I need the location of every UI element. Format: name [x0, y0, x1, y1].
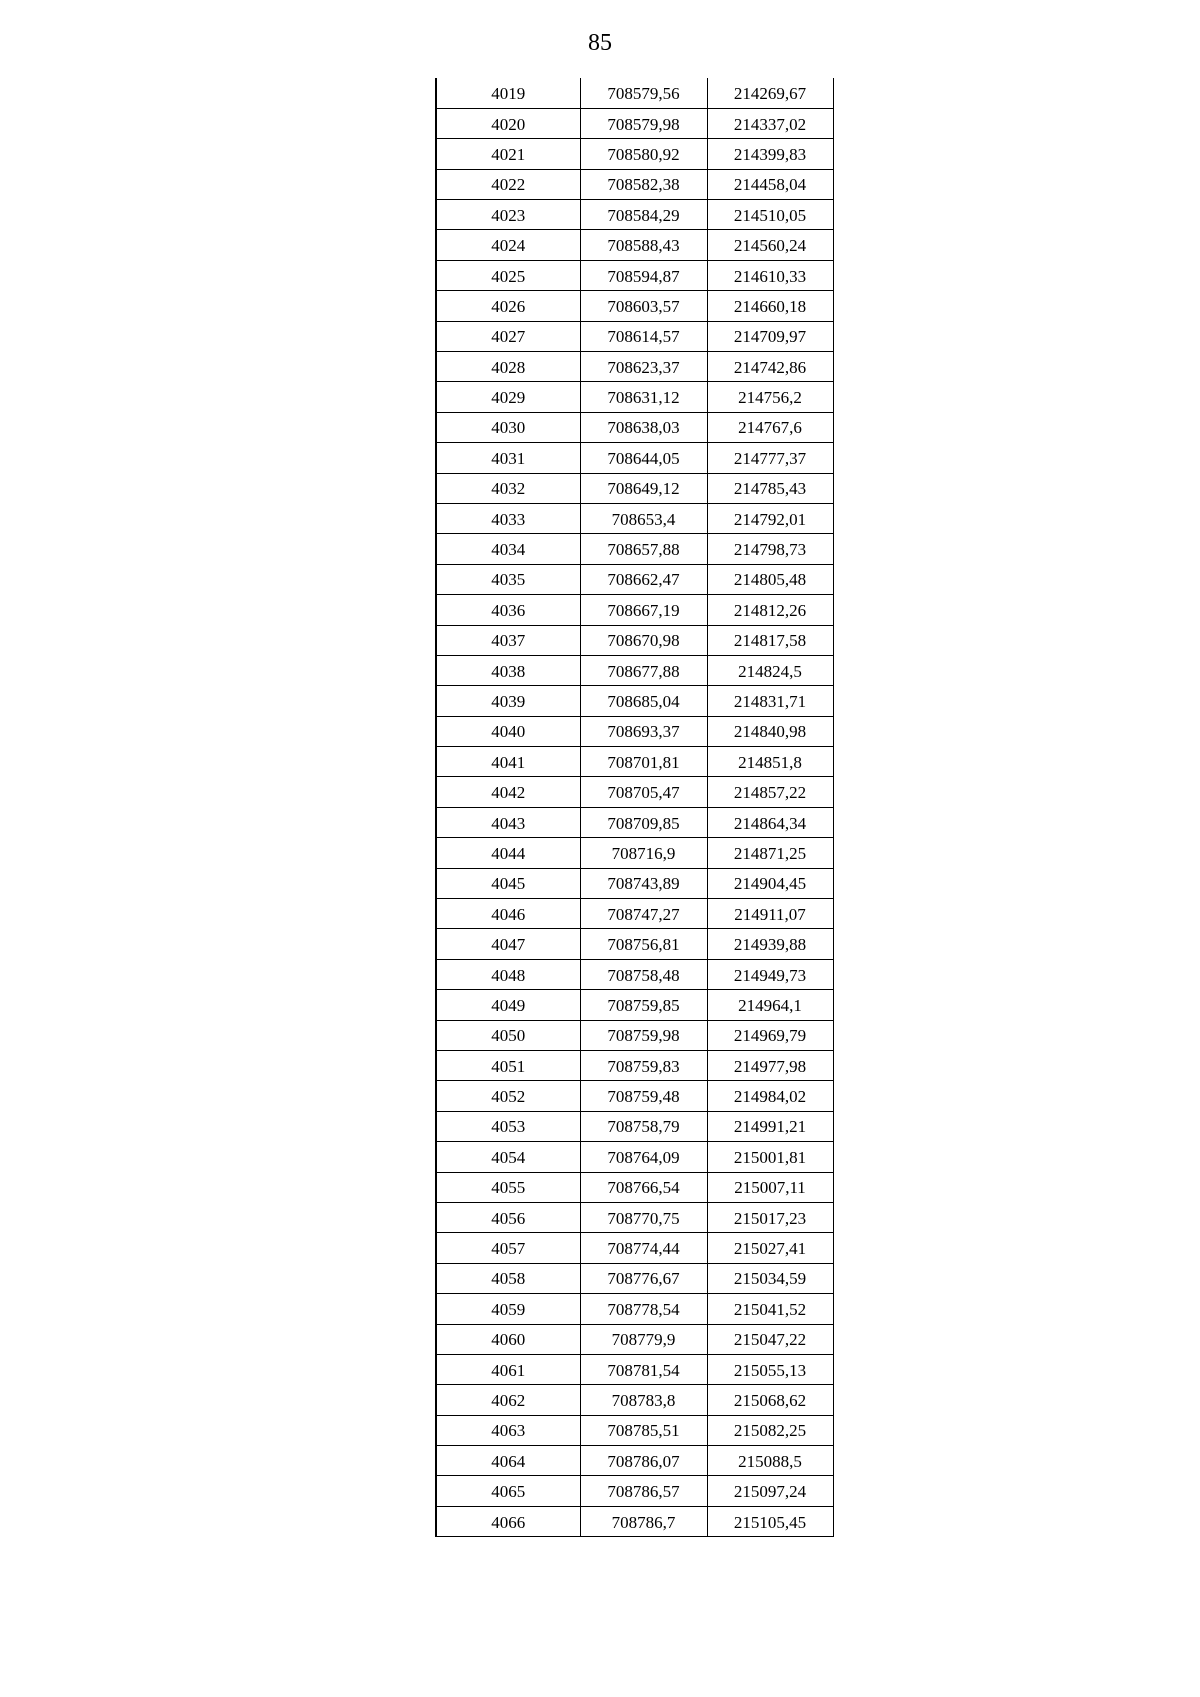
y-coordinate-cell: 214458,04 — [707, 169, 833, 199]
y-coordinate-cell: 214742,86 — [707, 352, 833, 382]
table-row — [436, 473, 833, 503]
y-coordinate-cell: 214969,79 — [707, 1020, 833, 1050]
x-coordinate-cell: 708786,7 — [580, 1506, 707, 1536]
table-row — [436, 1081, 833, 1111]
y-coordinate-cell: 214817,58 — [707, 625, 833, 655]
point-number-cell: 4055 — [436, 1172, 580, 1202]
point-number-cell: 4020 — [436, 108, 580, 138]
y-coordinate-cell: 214660,18 — [707, 291, 833, 321]
point-number-cell: 4056 — [436, 1202, 580, 1232]
point-number-cell: 4043 — [436, 807, 580, 837]
table-row — [436, 959, 833, 989]
x-coordinate-cell: 708759,98 — [580, 1020, 707, 1050]
table-row — [436, 1476, 833, 1506]
y-coordinate-cell: 214857,22 — [707, 777, 833, 807]
x-coordinate-cell: 708662,47 — [580, 564, 707, 594]
point-number-cell: 4038 — [436, 655, 580, 685]
table-row — [436, 78, 833, 108]
y-coordinate-cell: 214798,73 — [707, 534, 833, 564]
x-coordinate-cell: 708770,75 — [580, 1202, 707, 1232]
point-number-cell: 4054 — [436, 1142, 580, 1172]
x-coordinate-cell: 708758,48 — [580, 959, 707, 989]
table-row — [436, 230, 833, 260]
y-coordinate-cell: 214824,5 — [707, 655, 833, 685]
y-coordinate-cell: 214777,37 — [707, 443, 833, 473]
x-coordinate-cell: 708743,89 — [580, 868, 707, 898]
table-row — [436, 1506, 833, 1536]
y-coordinate-cell: 214560,24 — [707, 230, 833, 260]
point-number-cell: 4035 — [436, 564, 580, 594]
table-row — [436, 169, 833, 199]
x-coordinate-cell: 708759,85 — [580, 990, 707, 1020]
table-row — [436, 108, 833, 138]
x-coordinate-cell: 708638,03 — [580, 412, 707, 442]
x-coordinate-cell: 708588,43 — [580, 230, 707, 260]
x-coordinate-cell: 708701,81 — [580, 747, 707, 777]
coordinates-table-body — [436, 78, 833, 1537]
x-coordinate-cell: 708756,81 — [580, 929, 707, 959]
table-row — [436, 716, 833, 746]
table-row — [436, 1202, 833, 1232]
y-coordinate-cell: 215097,24 — [707, 1476, 833, 1506]
y-coordinate-cell: 214610,33 — [707, 260, 833, 290]
y-coordinate-cell: 214991,21 — [707, 1111, 833, 1141]
x-coordinate-cell: 708594,87 — [580, 260, 707, 290]
table-row — [436, 595, 833, 625]
table-row — [436, 321, 833, 351]
x-coordinate-cell: 708776,67 — [580, 1263, 707, 1293]
x-coordinate-cell: 708580,92 — [580, 139, 707, 169]
x-coordinate-cell: 708705,47 — [580, 777, 707, 807]
y-coordinate-cell: 215007,11 — [707, 1172, 833, 1202]
x-coordinate-cell: 708783,8 — [580, 1385, 707, 1415]
point-number-cell: 4042 — [436, 777, 580, 807]
point-number-cell: 4062 — [436, 1385, 580, 1415]
point-number-cell: 4036 — [436, 595, 580, 625]
y-coordinate-cell: 215001,81 — [707, 1142, 833, 1172]
point-number-cell: 4030 — [436, 412, 580, 442]
table-row — [436, 990, 833, 1020]
y-coordinate-cell: 214851,8 — [707, 747, 833, 777]
point-number-cell: 4045 — [436, 868, 580, 898]
y-coordinate-cell: 214767,6 — [707, 412, 833, 442]
table-row — [436, 899, 833, 929]
coordinates-table — [435, 78, 834, 1537]
y-coordinate-cell: 214805,48 — [707, 564, 833, 594]
point-number-cell: 4023 — [436, 200, 580, 230]
y-coordinate-cell: 214709,97 — [707, 321, 833, 351]
table-row — [436, 291, 833, 321]
table-row — [436, 1051, 833, 1081]
point-number-cell: 4053 — [436, 1111, 580, 1141]
table-row — [436, 686, 833, 716]
point-number-cell: 4058 — [436, 1263, 580, 1293]
point-number-cell: 4033 — [436, 503, 580, 533]
table-row — [436, 534, 833, 564]
table-row — [436, 1142, 833, 1172]
table-row — [436, 260, 833, 290]
x-coordinate-cell: 708644,05 — [580, 443, 707, 473]
x-coordinate-cell: 708631,12 — [580, 382, 707, 412]
point-number-cell: 4021 — [436, 139, 580, 169]
x-coordinate-cell: 708657,88 — [580, 534, 707, 564]
y-coordinate-cell: 215088,5 — [707, 1446, 833, 1476]
x-coordinate-cell: 708603,57 — [580, 291, 707, 321]
point-number-cell: 4019 — [436, 78, 580, 108]
point-number-cell: 4041 — [436, 747, 580, 777]
point-number-cell: 4046 — [436, 899, 580, 929]
x-coordinate-cell: 708709,85 — [580, 807, 707, 837]
point-number-cell: 4026 — [436, 291, 580, 321]
x-coordinate-cell: 708759,48 — [580, 1081, 707, 1111]
point-number-cell: 4065 — [436, 1476, 580, 1506]
table-row — [436, 655, 833, 685]
table-row — [436, 777, 833, 807]
x-coordinate-cell: 708781,54 — [580, 1354, 707, 1384]
y-coordinate-cell: 215055,13 — [707, 1354, 833, 1384]
y-coordinate-cell: 214792,01 — [707, 503, 833, 533]
point-number-cell: 4048 — [436, 959, 580, 989]
x-coordinate-cell: 708584,29 — [580, 200, 707, 230]
table-row — [436, 1263, 833, 1293]
point-number-cell: 4027 — [436, 321, 580, 351]
y-coordinate-cell: 215082,25 — [707, 1415, 833, 1445]
point-number-cell: 4044 — [436, 838, 580, 868]
point-number-cell: 4037 — [436, 625, 580, 655]
table-row — [436, 1294, 833, 1324]
y-coordinate-cell: 215017,23 — [707, 1202, 833, 1232]
table-row — [436, 625, 833, 655]
x-coordinate-cell: 708614,57 — [580, 321, 707, 351]
y-coordinate-cell: 214984,02 — [707, 1081, 833, 1111]
table-row — [436, 1354, 833, 1384]
table-row — [436, 1111, 833, 1141]
y-coordinate-cell: 214977,98 — [707, 1051, 833, 1081]
point-number-cell: 4031 — [436, 443, 580, 473]
table-row — [436, 443, 833, 473]
point-number-cell: 4061 — [436, 1354, 580, 1384]
x-coordinate-cell: 708759,83 — [580, 1051, 707, 1081]
table-row — [436, 929, 833, 959]
y-coordinate-cell: 215027,41 — [707, 1233, 833, 1263]
point-number-cell: 4066 — [436, 1506, 580, 1536]
table-row — [436, 382, 833, 412]
point-number-cell: 4050 — [436, 1020, 580, 1050]
point-number-cell: 4028 — [436, 352, 580, 382]
table-row — [436, 1385, 833, 1415]
y-coordinate-cell: 214840,98 — [707, 716, 833, 746]
y-coordinate-cell: 215034,59 — [707, 1263, 833, 1293]
y-coordinate-cell: 215105,45 — [707, 1506, 833, 1536]
y-coordinate-cell: 214939,88 — [707, 929, 833, 959]
x-coordinate-cell: 708579,98 — [580, 108, 707, 138]
table-row — [436, 564, 833, 594]
x-coordinate-cell: 708774,44 — [580, 1233, 707, 1263]
y-coordinate-cell: 214812,26 — [707, 595, 833, 625]
table-row — [436, 352, 833, 382]
y-coordinate-cell: 215047,22 — [707, 1324, 833, 1354]
y-coordinate-cell: 214904,45 — [707, 868, 833, 898]
table-row — [436, 747, 833, 777]
table-row — [436, 1020, 833, 1050]
y-coordinate-cell: 214964,1 — [707, 990, 833, 1020]
table-row — [436, 139, 833, 169]
table-row — [436, 503, 833, 533]
x-coordinate-cell: 708716,9 — [580, 838, 707, 868]
x-coordinate-cell: 708693,37 — [580, 716, 707, 746]
point-number-cell: 4059 — [436, 1294, 580, 1324]
x-coordinate-cell: 708766,54 — [580, 1172, 707, 1202]
y-coordinate-cell: 214756,2 — [707, 382, 833, 412]
x-coordinate-cell: 708685,04 — [580, 686, 707, 716]
y-coordinate-cell: 214269,67 — [707, 78, 833, 108]
point-number-cell: 4022 — [436, 169, 580, 199]
x-coordinate-cell: 708653,4 — [580, 503, 707, 533]
point-number-cell: 4057 — [436, 1233, 580, 1263]
table-row — [436, 868, 833, 898]
x-coordinate-cell: 708649,12 — [580, 473, 707, 503]
table-row — [436, 412, 833, 442]
point-number-cell: 4047 — [436, 929, 580, 959]
point-number-cell: 4052 — [436, 1081, 580, 1111]
y-coordinate-cell: 214337,02 — [707, 108, 833, 138]
y-coordinate-cell: 214785,43 — [707, 473, 833, 503]
point-number-cell: 4032 — [436, 473, 580, 503]
y-coordinate-cell: 214831,71 — [707, 686, 833, 716]
point-number-cell: 4025 — [436, 260, 580, 290]
point-number-cell: 4040 — [436, 716, 580, 746]
y-coordinate-cell: 215068,62 — [707, 1385, 833, 1415]
point-number-cell: 4049 — [436, 990, 580, 1020]
x-coordinate-cell: 708623,37 — [580, 352, 707, 382]
point-number-cell: 4051 — [436, 1051, 580, 1081]
x-coordinate-cell: 708667,19 — [580, 595, 707, 625]
table-row — [436, 1233, 833, 1263]
point-number-cell: 4024 — [436, 230, 580, 260]
point-number-cell: 4060 — [436, 1324, 580, 1354]
y-coordinate-cell: 214911,07 — [707, 899, 833, 929]
x-coordinate-cell: 708764,09 — [580, 1142, 707, 1172]
x-coordinate-cell: 708579,56 — [580, 78, 707, 108]
x-coordinate-cell: 708747,27 — [580, 899, 707, 929]
point-number-cell: 4064 — [436, 1446, 580, 1476]
x-coordinate-cell: 708786,57 — [580, 1476, 707, 1506]
x-coordinate-cell: 708677,88 — [580, 655, 707, 685]
y-coordinate-cell: 214864,34 — [707, 807, 833, 837]
y-coordinate-cell: 214871,25 — [707, 838, 833, 868]
x-coordinate-cell: 708670,98 — [580, 625, 707, 655]
x-coordinate-cell: 708778,54 — [580, 1294, 707, 1324]
table-row — [436, 200, 833, 230]
x-coordinate-cell: 708785,51 — [580, 1415, 707, 1445]
point-number-cell: 4063 — [436, 1415, 580, 1445]
point-number-cell: 4039 — [436, 686, 580, 716]
point-number-cell: 4029 — [436, 382, 580, 412]
x-coordinate-cell: 708582,38 — [580, 169, 707, 199]
point-number-cell: 4034 — [436, 534, 580, 564]
x-coordinate-cell: 708779,9 — [580, 1324, 707, 1354]
table-row — [436, 1446, 833, 1476]
table-row — [436, 1172, 833, 1202]
y-coordinate-cell: 214949,73 — [707, 959, 833, 989]
y-coordinate-cell: 214510,05 — [707, 200, 833, 230]
y-coordinate-cell: 215041,52 — [707, 1294, 833, 1324]
page-number: 85 — [588, 30, 612, 56]
table-row — [436, 838, 833, 868]
table-row — [436, 807, 833, 837]
x-coordinate-cell: 708786,07 — [580, 1446, 707, 1476]
x-coordinate-cell: 708758,79 — [580, 1111, 707, 1141]
y-coordinate-cell: 214399,83 — [707, 139, 833, 169]
table-row — [436, 1415, 833, 1445]
table-row — [436, 1324, 833, 1354]
